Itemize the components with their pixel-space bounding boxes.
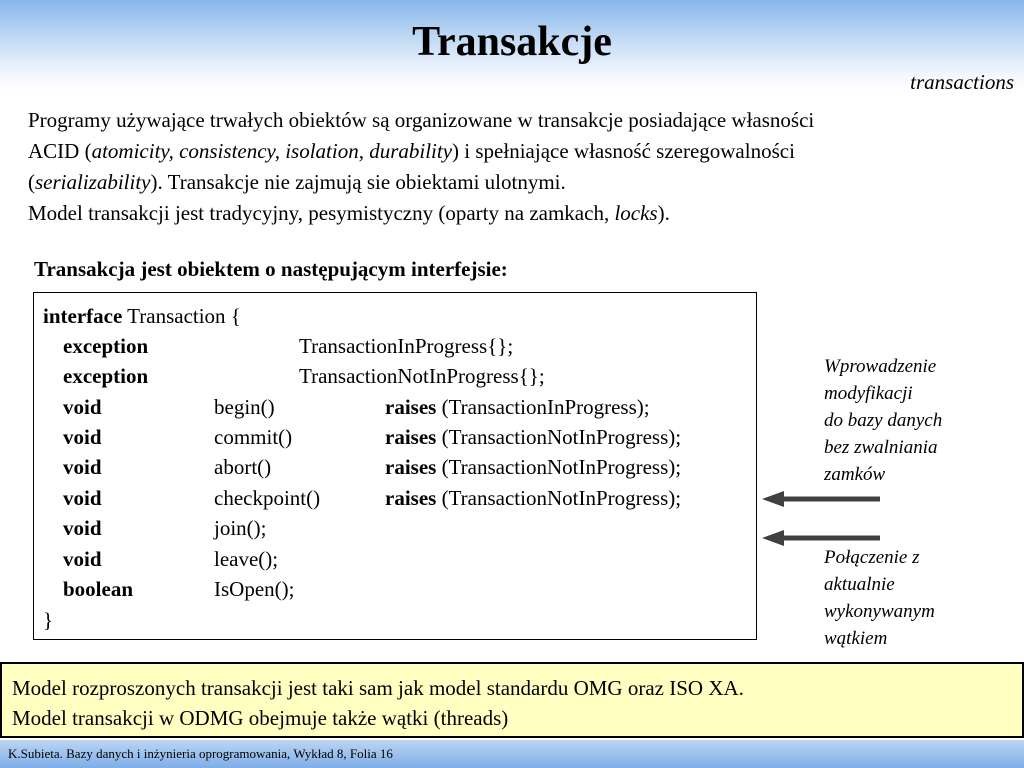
method-name: checkpoint() — [214, 486, 321, 510]
keyword: raises — [385, 486, 437, 510]
intro-line-2 — [28, 136, 1008, 167]
method-name: abort() — [214, 455, 272, 479]
note-line: Połączenie z — [824, 547, 920, 568]
method-name: begin() — [214, 395, 275, 419]
method-type: void — [63, 516, 102, 540]
note-line: wątkiem — [824, 628, 888, 649]
exception-keyword — [63, 334, 148, 358]
method-raises — [385, 425, 681, 449]
method-name: IsOpen(); — [214, 577, 295, 601]
acid-terms: atomicity, consistency, isolation, durability — [91, 139, 453, 163]
intro-text: ). Transakcje nie zajmują sie obiektami ulotnymi. — [150, 170, 566, 194]
interface-code-box — [33, 292, 757, 640]
summary-box — [0, 662, 1024, 738]
intro-text: Model transakcji jest tradycyjny, pesymistyczny (oparty na zamkach, — [28, 201, 615, 225]
keyword: exception — [63, 364, 149, 388]
method-name: commit() — [214, 425, 293, 449]
note-line: Wprowadzenie — [824, 356, 937, 377]
method-type: boolean — [63, 577, 134, 601]
exception-name: TransactionNotInProgress{}; — [299, 364, 545, 388]
slide-title: Transakcje — [412, 19, 612, 65]
intro-text: ( — [28, 170, 35, 194]
intro-text: ACID ( — [28, 139, 92, 163]
intro-text: Programy używające trwałych obiektów są organizowane w transakcje posiadające własności — [28, 108, 815, 132]
summary-line-1: Model rozproszonych transakcji jest taki sam jak model standardu OMG oraz ISO XA. — [12, 676, 744, 700]
method-raises — [385, 486, 681, 510]
interface-name: Transaction { — [127, 304, 241, 328]
closing-brace: } — [43, 608, 54, 632]
intro-line-4 — [28, 198, 1008, 229]
method-type: void — [63, 425, 102, 449]
serializability-term: serializability — [35, 170, 151, 194]
method-type: void — [63, 486, 102, 510]
method-type: void — [63, 455, 102, 479]
interface-declaration — [43, 304, 241, 328]
intro-paragraph — [28, 105, 1008, 229]
keyword: interface — [43, 304, 123, 328]
raises-exception: (TransactionNotInProgress); — [441, 425, 682, 449]
keyword: raises — [385, 455, 437, 479]
intro-line-3 — [28, 167, 1008, 198]
method-raises — [385, 395, 650, 419]
locks-term: locks — [614, 201, 658, 225]
raises-exception: (TransactionInProgress); — [441, 395, 650, 419]
note-line: zamków — [824, 464, 886, 485]
exception-name: TransactionInProgress{}; — [299, 334, 514, 358]
note-line: do bazy danych — [824, 410, 943, 431]
summary-line-2: Model transakcji w ODMG obejmuje także wątki (threads) — [12, 706, 509, 730]
intro-line-1 — [28, 105, 1008, 136]
slide-subtitle: transactions — [910, 70, 1014, 94]
method-name: leave(); — [214, 547, 279, 571]
join-note — [824, 544, 935, 652]
note-line: modyfikacji — [824, 383, 913, 404]
note-line: wykonywanym — [824, 601, 935, 622]
method-raises — [385, 455, 681, 479]
keyword: raises — [385, 395, 437, 419]
intro-text: ). — [657, 201, 670, 225]
checkpoint-arrow-icon — [762, 490, 880, 508]
checkpoint-note — [824, 353, 942, 488]
method-name: join(); — [214, 516, 267, 540]
note-line: bez zwalniania — [824, 437, 938, 458]
method-type: void — [63, 547, 102, 571]
keyword: raises — [385, 425, 437, 449]
raises-exception: (TransactionNotInProgress); — [441, 455, 682, 479]
raises-exception: (TransactionNotInProgress); — [441, 486, 682, 510]
footer-text: K.Subieta. Bazy danych i inżynieria oprogramowania, Wykład 8, Folia 16 — [8, 746, 393, 761]
note-line: aktualnie — [824, 574, 895, 595]
method-type: void — [63, 395, 102, 419]
interface-heading: Transakcja jest obiektem o następującym interfejsie: — [34, 257, 508, 281]
exception-keyword — [63, 364, 148, 388]
keyword: exception — [63, 334, 149, 358]
intro-text: ) i spełniające własność szeregowalności — [452, 139, 795, 163]
